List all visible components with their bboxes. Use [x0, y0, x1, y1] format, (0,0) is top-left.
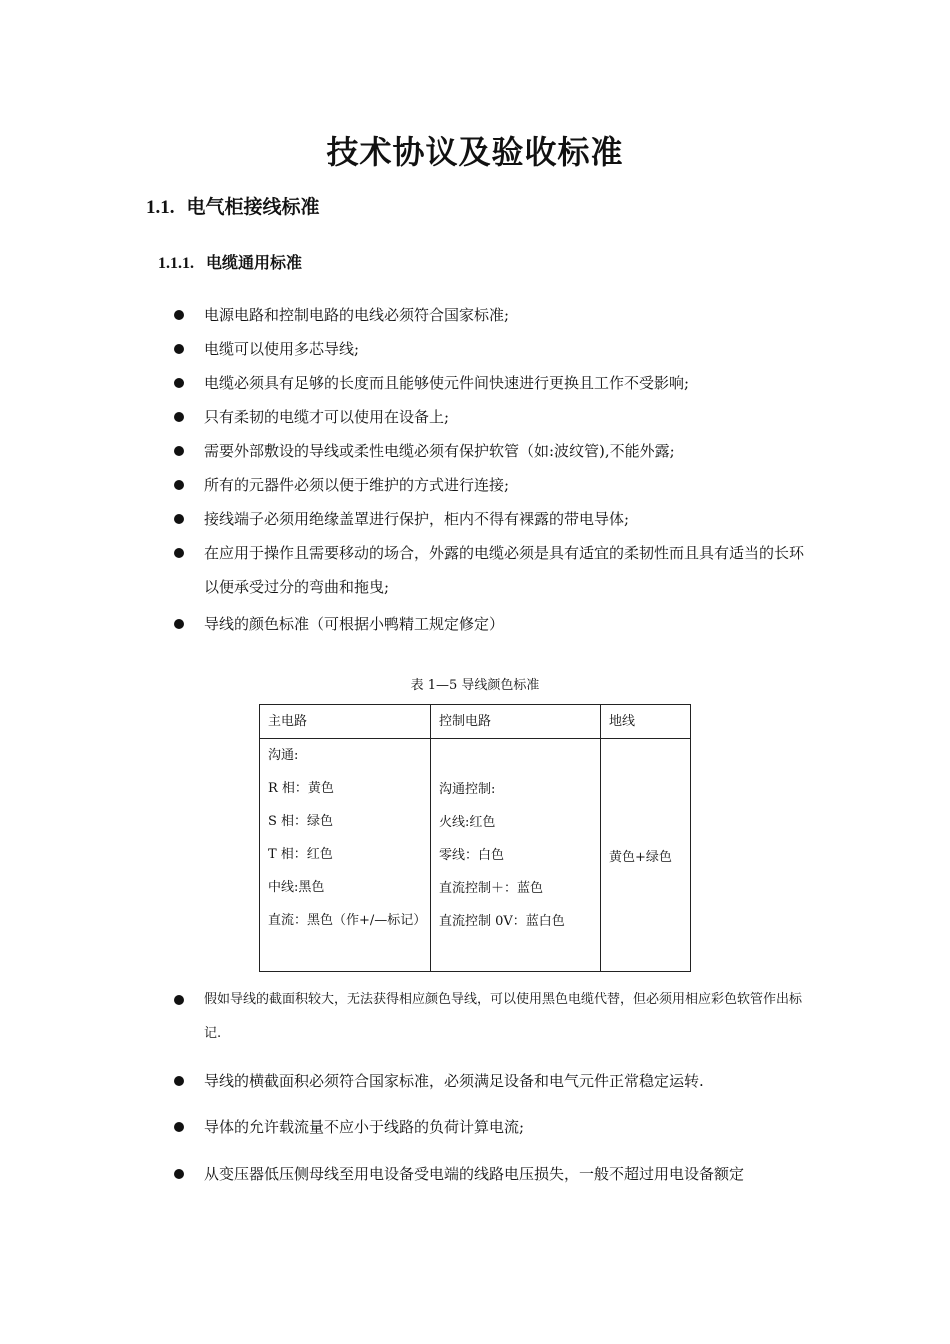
bullet-icon [174, 480, 184, 490]
subsection-heading [158, 250, 302, 273]
cell-text: S 相：绿色 [268, 814, 334, 829]
bullet-icon [174, 548, 184, 558]
table-header-cell: 地线 [601, 705, 691, 739]
document-title: 技术协议及验收标准 [326, 133, 624, 171]
list-item-text: 只有柔韧的电缆才可以使用在设备上; [204, 408, 450, 426]
bullet-icon [174, 1122, 184, 1132]
cell-text: 火线:红色 [439, 814, 496, 830]
bullet-icon [174, 344, 184, 354]
list-item-text: 接线端子必须用绝缘盖罩进行保护，柜内不得有裸露的带电导体; [204, 510, 630, 528]
bullet-icon [174, 514, 184, 524]
cell-text: T 相：红色 [268, 847, 333, 862]
subsection-number: 1.1.1. [158, 255, 194, 272]
section-heading [146, 192, 320, 219]
bullet-icon [174, 446, 184, 456]
cell-text: 零线：白色 [439, 847, 505, 863]
list-item-text: 导线的颜色标准（可根据小鸭精工规定修定） [204, 615, 505, 633]
table-header-cell: 控制电路 [431, 705, 601, 739]
section-number: 1.1. [146, 197, 175, 218]
list-item [174, 983, 814, 1051]
list-item-text: 导线的横截面积必须符合国家标准，必须满足设备和电气元件正常稳定运转. [204, 1072, 704, 1090]
bullet-icon [174, 1076, 184, 1086]
cell-text: 沟通: [268, 748, 299, 763]
list-item-text: 电缆可以使用多芯导线; [204, 340, 360, 358]
wire-color-table [259, 704, 691, 972]
bullet-icon [174, 378, 184, 388]
list-item-text: 需要外部敷设的导线或柔性电缆必须有保护软管（如:波纹管),不能外露; [204, 442, 675, 460]
list-item-text: 在应用于操作且需要移动的场合，外露的电缆必须是具有适宜的柔韧性而且具有适当的长环以便承受过分的弯曲和拖曳; [204, 544, 805, 596]
list-item-text: 从变压器低压侧母线至用电设备受电端的线路电压损失，一般不超过用电设备额定 [204, 1165, 745, 1183]
cell-text: R 相：黄色 [268, 781, 334, 796]
list-item-text: 假如导线的截面积较大，无法获得相应颜色导线，可以使用黑色电缆代替，但必须用相应彩色软管作出标记. [204, 992, 803, 1041]
section-title: 电气柜接线标准 [186, 196, 320, 218]
table-header-cell: 主电路 [260, 705, 431, 739]
cell-text: 直流控制 0V：蓝白色 [439, 913, 565, 929]
cell-text: 沟通控制: [439, 781, 496, 797]
list-item [174, 536, 814, 604]
table-row [260, 739, 691, 972]
bullet-icon [174, 619, 184, 629]
list-item-text: 所有的元器件必须以便于维护的方式进行连接; [204, 476, 510, 494]
cell-text: 中线:黑色 [268, 880, 325, 895]
table-header-row [260, 705, 691, 739]
bullet-icon [174, 995, 184, 1005]
control-circuit-cell [431, 739, 601, 972]
ground-cell: 黄色+绿色 [601, 739, 691, 972]
bullet-icon [174, 310, 184, 320]
list-item-text: 电源电路和控制电路的电线必须符合国家标准; [204, 306, 510, 324]
bullet-icon [174, 1169, 184, 1179]
bullet-icon [174, 412, 184, 422]
cell-text: 直流控制＋：蓝色 [439, 880, 544, 896]
subsection-title: 电缆通用标准 [206, 253, 303, 272]
cell-text: 直流：黑色（作+/—标记） [268, 913, 427, 928]
main-circuit-cell [260, 739, 431, 972]
list-item-text: 电缆必须具有足够的长度而且能够使元件间快速进行更换且工作不受影响; [204, 374, 690, 392]
table-caption: 表 1—5 导线颜色标准 [410, 678, 540, 693]
list-item-text: 导体的允许载流量不应小于线路的负荷计算电流; [204, 1118, 525, 1136]
